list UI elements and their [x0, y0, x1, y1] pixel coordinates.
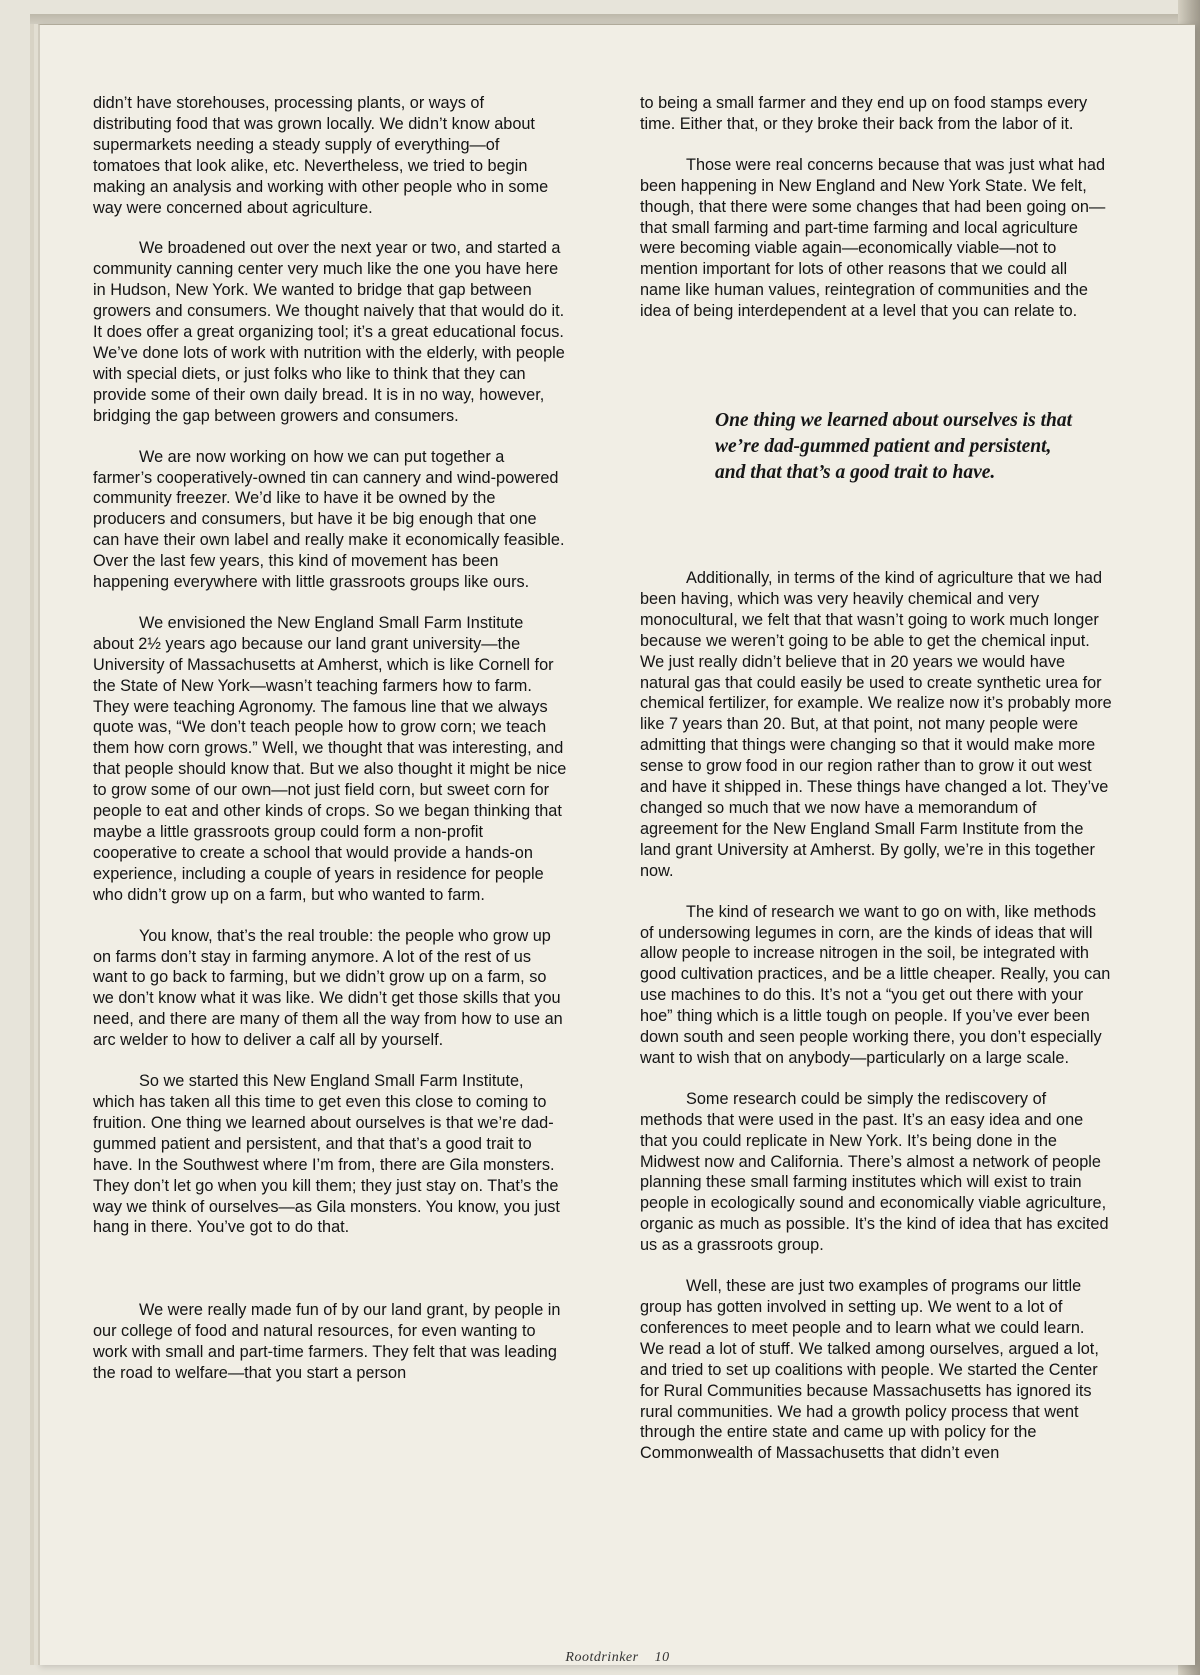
left-column — [93, 93, 567, 1404]
right-column-top — [640, 93, 1112, 342]
page-number: 10 — [654, 1650, 670, 1665]
paragraph: So we started this New England Small Farm Institute, which has taken all this time to get even this close to coming to fruition. One thing we learned about ourselves is that we’re dad-gummed patient and persistent, and that that’s a good trait to have. In the Southwest where I’m from, there are Gila monsters. They don’t let go when you kill them; they just stay on. That’s the way we think of ourselves—as Gila monsters. You know, you just hang in there. You’ve got to do that. — [93, 1072, 560, 1237]
paragraph: Well, these are just two examples of programs our little group has gotten involved in setting up. We went to a lot of conferences to meet people and to learn what we could learn. We read a lot of stuff. We talked among ourselves, argued a lot, and tried to set up coalitions with people. We started the Center for Rural Communities because Massachusetts has ignored its rural communities. We had a growth policy process that went through the entire state and came up with policy for the Commonwealth of Massachusetts that didn’t even — [640, 1277, 1099, 1463]
pull-quote: One thing we learned about ourselves is that we’re dad-gummed patient and persistent, and that that’s a good trait to have. — [715, 410, 1072, 483]
paragraph: Some research could be simply the rediscovery of methods that were used in the past. It’s an easy idea and one that you could replicate in New York. It’s being done in the Midwest now and California. There’s almost a network of people planning these small farming institutes which will exist to train people in ecologically sound and economically viable agriculture, organic as much as possible. It’s the kind of idea that has excited us as a grassroots group. — [640, 1089, 1109, 1255]
paragraph: Those were real concerns because that was just what had been happening in New England and New York State. We felt, though, that there were some changes that had been going on—that small farming and part-time farming and local agriculture were becoming viable again—economically viable—not to mention important for lots of other reasons that we could all name like human values, reintegration of communities and the idea of being interdependent at a level that you can relate to. — [640, 155, 1106, 321]
paragraph: We broadened out over the next year or two, and started a community canning center very much like the one you have here in Hudson, New York. We wanted to bridge that gap between growers and consumers. We thought naively that that would do it. It does offer a great organizing tool; it’s a great educational focus. We’ve done lots of work with nutrition with the elderly, with people with special diets, or just folks who like to think that they can provide some of their own daily bread. It is in no way, however, bridging the gap between growers and consumers. — [93, 239, 565, 425]
paragraph: You know, that’s the real trouble: the people who grow up on farms don’t stay in farming anymore. A lot of the rest of us want to go back to farming, but we didn’t grow up on a farm, so we don’t know what it was like. We didn’t get those skills that you need, and there are many of them all the way from how to use an arc welder to how to deliver a calf all by yourself. — [93, 926, 563, 1050]
paragraph: didn’t have storehouses, processing plants, or ways of distributing food that was grown locally. We didn’t know about supermarkets needing a steady supply of everything—of tomatoes that look alike, etc. Nevertheless, we tried to begin making an analysis and working with other people who in some way were concerned about agriculture. — [93, 94, 549, 217]
paragraph: We envisioned the New England Small Farm Institute about 2½ years ago because our land grant university—the University of Massachusetts at Amherst, which is like Cornell for the State of New York—wasn’t teaching farmers how to farm. They were teaching Agronomy. The famous line that we always quote was, “We don’t teach people how to grow corn; we teach them how corn grows.” Well, we thought that was interesting, and that people should know that. But we also thought it might be nice to grow some of our own—not just field corn, but sweet corn for people to eat and other kinds of crops. So we began thinking that maybe a little grassroots group could form a non-profit cooperative to create a school that would provide a hands-on experience, including a couple of years in residence for people who didn’t grow up on a farm, but who wanted to farm. — [93, 613, 567, 904]
paragraph: The kind of research we want to go on with, like methods of undersowing legumes in corn, are the kinds of ideas that will allow people to increase nitrogen in the soil, be integrated with good cultivation practices, and be a little cheaper. Really, you can use machines to do this. It’s not a “you get out there with your hoe” thing which is a little tough on people. If you’ve ever been down south and seen people working there, you don’t especially want to wish that on anybody—particularly on a large scale. — [640, 902, 1111, 1067]
paragraph: Additionally, in terms of the kind of agriculture that we had been having, which was very heavily chemical and very monocultural, we felt that that wasn’t going to work much longer because we weren’t going to be able to get the chemical input. We just really didn’t believe that in 20 years we would have natural gas that could easily be used to create synthetic urea for chemical fertilizer, for example. We realize now it’s probably more like 7 years than 20. But, at that point, not many people were admitting that things were changing so that it would make more sense to grow food in our region rather than to grow it out west and have it shipped in. These things have changed a lot. They’ve changed so much that we now have a memorandum of agreement for the New England Small Farm Institute from the land grant University at Amherst. By golly, we’re in this together now. — [640, 569, 1112, 880]
page-folio — [40, 1650, 1195, 1666]
paragraph: We are now working on how we can put together a farmer’s cooperatively-owned tin can cannery and wind-powered community freezer. We’d like to have it be owned by the producers and consumers, but have it be big enough that one can have their own label and really make it economically feasible. Over the last few years, this kind of movement has been happening everywhere with little grassroots groups like ours. — [93, 447, 565, 592]
paragraph: We were really made fun of by our land grant, by people in our college of food and natural resources, for even wanting to work with small and part-time farmers. They felt that was leading the road to welfare—that you start a person — [93, 1301, 561, 1383]
publication-name: Rootdrinker — [565, 1650, 639, 1665]
paragraph: to being a small farmer and they end up on food stamps every time. Either that, or they broke their back from the labor of it. — [640, 94, 1088, 133]
right-column-bottom — [640, 568, 1112, 1484]
